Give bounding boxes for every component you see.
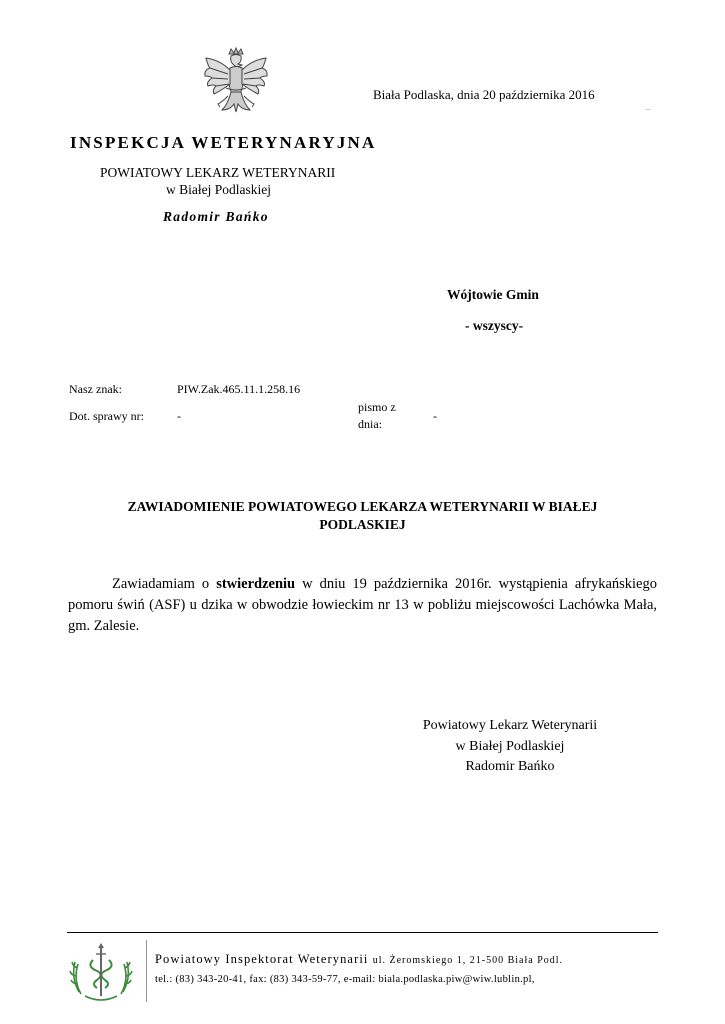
- place-and-date: Biała Podlaska, dnia 20 października 2016: [373, 87, 595, 102]
- signature-title: Powiatowy Lekarz Weterynarii: [422, 718, 598, 733]
- reference-value: PIW.Zak.465.11.1.258.16: [177, 382, 301, 396]
- addressee-line1: Wójtowie Gmin: [447, 287, 539, 302]
- date-dots: ..: [646, 103, 650, 112]
- letter-date-label: [358, 399, 418, 433]
- veterinary-inspection-logo-icon: [67, 938, 135, 1006]
- addressee-line2: - wszyscy-: [465, 318, 524, 333]
- white-eagle-emblem-icon: [200, 46, 272, 126]
- organization-officer: Radomir Bańko: [163, 209, 269, 224]
- footer-contact: tel.: (83) 343-20-41, fax: (83) 343-59-77, e-mail: biala.podlaska.piw@wiw.lublin.pl,: [155, 974, 535, 985]
- signature-block: [390, 716, 630, 778]
- footer-vertical-divider: [146, 940, 147, 1002]
- case-number-value: -: [177, 409, 181, 423]
- body-text-bold: stwierdzeniu: [216, 576, 296, 592]
- letter-date-label-line1: pismo z: [358, 400, 396, 414]
- footer-organization: [155, 952, 563, 967]
- case-number-label: Dot. sprawy nr:: [69, 409, 144, 423]
- organization-location: w Białej Podlaskiej: [166, 182, 271, 197]
- footer-address: ul. Żeromskiego 1, 21-500 Biała Podl.: [372, 955, 564, 966]
- document-title-line1: ZAWIADOMIENIE POWIATOWEGO LEKARZA WETERYNARII W BIAŁEJ: [127, 499, 598, 514]
- organization-office: POWIATOWY LEKARZ WETERYNARII: [100, 165, 336, 180]
- letter-date-value: -: [433, 409, 437, 423]
- reference-label: Nasz znak:: [69, 382, 122, 396]
- signature-name: Radomir Bańko: [465, 759, 555, 774]
- footer-organization-name: Powiatowy Inspektorat Weterynarii: [155, 952, 369, 966]
- organization-name: INSPEKCJA WETERYNARYJNA: [70, 133, 377, 152]
- footer-divider: [67, 932, 658, 933]
- document-title-line2: PODLASKIEJ: [319, 517, 406, 532]
- body-text-end: w dniu 19 października 2016r. wystąpienia afrykańskiego pomoru świń (ASF) u dzika w obwodzie łowieckim nr 13 w pobliżu miejscowości Lachówka Mała, gm. Zalesie.: [68, 576, 657, 634]
- letter-date-label-line2: dnia:: [358, 417, 382, 431]
- document-title: [80, 498, 645, 534]
- signature-location: w Białej Podlaskiej: [455, 738, 565, 754]
- notice-body: [68, 574, 657, 637]
- body-text-start: Zawiadamiam o: [112, 576, 217, 592]
